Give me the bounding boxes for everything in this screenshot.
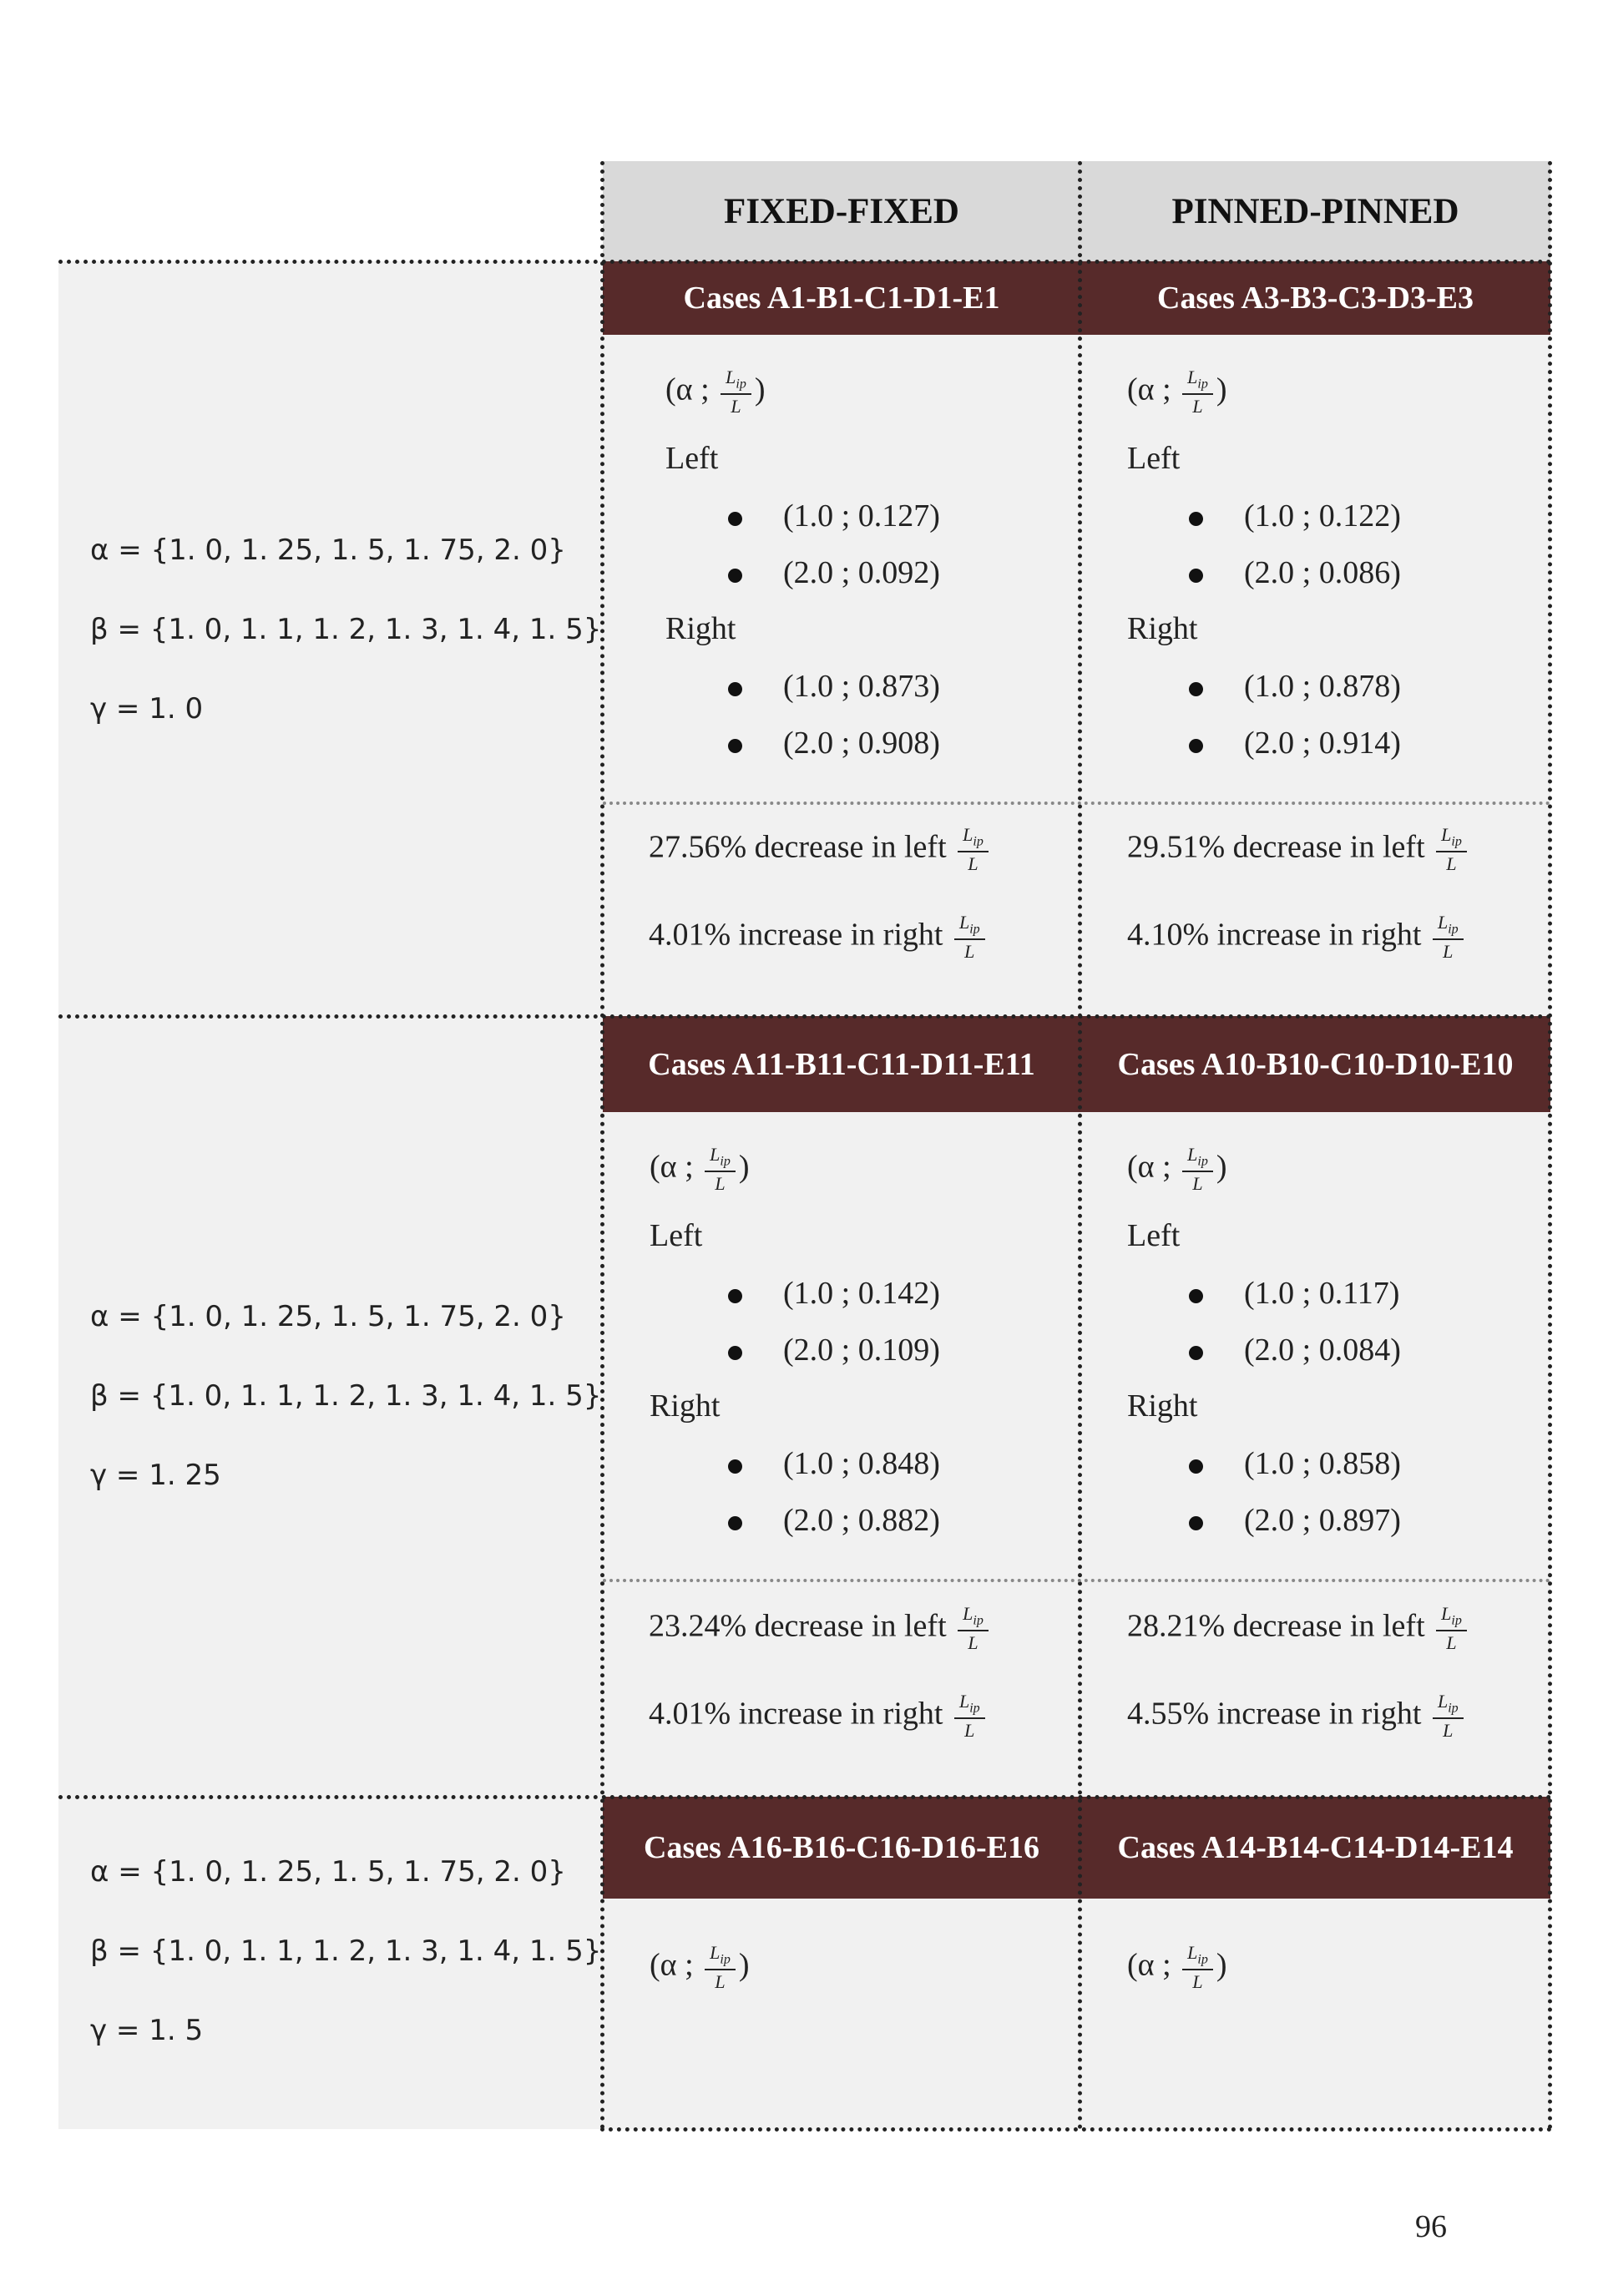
row2-pinned-cases-header: Cases A10-B10-C10-D10-E10: [1080, 1016, 1550, 1112]
row3-fixed-cases-header: Cases A16-B16-C16-D16-E16: [603, 1797, 1080, 1899]
bullet-icon: [728, 739, 742, 753]
row3-alpha: α = {1. 0, 1. 25, 1. 5, 1. 75, 2. 0}: [90, 1855, 566, 1889]
row3-pinned-values: [1080, 1899, 1550, 2129]
bullet-icon: [728, 512, 742, 526]
left-point: (2.0 ; 0.092): [783, 555, 940, 590]
bullet-icon: [1189, 1289, 1203, 1303]
lip-over-l-fraction: $\frac{L_{ip}}{L}$: [1436, 1605, 1467, 1652]
row2-gamma: γ = 1. 25: [90, 1459, 221, 1492]
left-point: (2.0 ; 0.086): [1244, 555, 1401, 590]
lip-over-l-fraction: $\frac{L_{ip}}{L}$: [721, 368, 751, 416]
header-pinned-pinned: PINNED-PINNED: [1080, 161, 1550, 261]
lip-over-l-fraction: $\frac{L_{ip}}{L}$: [958, 1605, 989, 1652]
row1-fixed-values: [603, 335, 1080, 802]
right-label: Right: [1127, 1388, 1198, 1424]
left-label: Left: [1127, 1218, 1181, 1253]
right-change: 4.01% increase in right $\frac{L_{ip}}{L}$: [649, 913, 989, 961]
lip-over-l-fraction: $\frac{L_{ip}}{L}$: [1182, 1145, 1213, 1193]
left-point: (2.0 ; 0.084): [1244, 1333, 1401, 1368]
alpha-ratio-pair: (α ; $\frac{L_{ip}}{L}$ ): [650, 1942, 750, 1993]
page-number: 96: [1415, 2209, 1447, 2244]
bullet-icon: [728, 1516, 742, 1530]
bullet-icon: [1189, 1459, 1203, 1474]
right-point: (2.0 ; 0.882): [783, 1503, 940, 1538]
row1-fixed-change: [603, 802, 1080, 1016]
lip-over-l-fraction: $\frac{L_{ip}}{L}$: [1436, 826, 1467, 873]
row-divider: [58, 1795, 1552, 1799]
alpha-ratio-pair: (α ; $\frac{L_{ip}}{L}$ ): [1127, 1942, 1227, 1993]
left-point: (1.0 ; 0.127): [783, 498, 940, 534]
row-divider: [58, 1014, 1552, 1019]
right-change: 4.01% increase in right $\frac{L_{ip}}{L}$: [649, 1692, 989, 1740]
alpha-ratio-pair: (α ; $\frac{L_{ip}}{L}$ ): [1127, 1144, 1227, 1195]
lip-over-l-fraction: $\frac{L_{ip}}{L}$: [705, 1944, 736, 1991]
right-change: 4.10% increase in right $\frac{L_{ip}}{L}$: [1127, 913, 1467, 961]
bullet-icon: [728, 682, 742, 696]
right-label: Right: [1127, 611, 1198, 646]
bullet-icon: [728, 1346, 742, 1360]
right-point: (1.0 ; 0.878): [1244, 669, 1401, 704]
row3-parameters: [58, 1797, 603, 2129]
lip-over-l-fraction: $\frac{L_{ip}}{L}$: [954, 913, 985, 961]
left-label: Left: [665, 441, 719, 476]
row3-pinned-cases-header: Cases A14-B14-C14-D14-E14: [1080, 1797, 1550, 1899]
right-point: (1.0 ; 0.848): [783, 1446, 940, 1481]
left-point: (1.0 ; 0.142): [783, 1276, 940, 1311]
lip-over-l-fraction: $\frac{L_{ip}}{L}$: [1182, 1944, 1213, 1991]
right-label: Right: [665, 611, 736, 646]
row1-parameters: [58, 261, 603, 1016]
left-change: 23.24% decrease in left $\frac{L_{ip}}{L}$: [649, 1605, 992, 1652]
bullet-icon: [1189, 682, 1203, 696]
left-point: (1.0 ; 0.117): [1244, 1276, 1400, 1311]
right-change: 4.55% increase in right $\frac{L_{ip}}{L}$: [1127, 1692, 1467, 1740]
row1-pinned-change: [1080, 802, 1550, 1016]
lip-over-l-fraction: $\frac{L_{ip}}{L}$: [1182, 368, 1213, 416]
left-change: 28.21% decrease in left $\frac{L_{ip}}{L}$: [1127, 1605, 1470, 1652]
left-point: (2.0 ; 0.109): [783, 1333, 940, 1368]
cell-divider: [603, 1579, 1550, 1582]
row2-beta: β = {1. 0, 1. 1, 1. 2, 1. 3, 1. 4, 1. 5}: [90, 1379, 602, 1413]
cell-divider: [603, 802, 1550, 805]
bullet-icon: [1189, 1346, 1203, 1360]
bullet-icon: [1189, 1516, 1203, 1530]
lip-over-l-fraction: $\frac{L_{ip}}{L}$: [1433, 1692, 1464, 1740]
row2-pinned-change: [1080, 1580, 1550, 1797]
lip-over-l-fraction: $\frac{L_{ip}}{L}$: [705, 1145, 736, 1193]
lip-over-l-fraction: $\frac{L_{ip}}{L}$: [954, 1692, 985, 1740]
row1-beta: β = {1. 0, 1. 1, 1. 2, 1. 3, 1. 4, 1. 5}: [90, 613, 602, 646]
bullet-icon: [1189, 739, 1203, 753]
right-point: (2.0 ; 0.908): [783, 726, 940, 761]
row1-pinned-cases-header: Cases A3-B3-C3-D3-E3: [1080, 261, 1550, 335]
alpha-ratio-pair: (α ; $\frac{L_{ip}}{L}$ ): [1127, 367, 1227, 417]
right-point: (1.0 ; 0.858): [1244, 1446, 1401, 1481]
lip-over-l-fraction: $\frac{L_{ip}}{L}$: [958, 826, 989, 873]
row1-fixed-cases-header: Cases A1-B1-C1-D1-E1: [603, 261, 1080, 335]
row3-beta: β = {1. 0, 1. 1, 1. 2, 1. 3, 1. 4, 1. 5}: [90, 1934, 602, 1968]
row2-fixed-cases-header: Cases A11-B11-C11-D11-E11: [603, 1016, 1080, 1112]
table-column-divider: [1078, 161, 1082, 2131]
row1-gamma: γ = 1. 0: [90, 692, 204, 726]
bullet-icon: [1189, 512, 1203, 526]
table-border-left: [600, 161, 604, 2131]
right-point: (2.0 ; 0.897): [1244, 1503, 1401, 1538]
left-point: (1.0 ; 0.122): [1244, 498, 1401, 534]
left-label: Left: [650, 1218, 703, 1253]
row1-alpha: α = {1. 0, 1. 25, 1. 5, 1. 75, 2. 0}: [90, 534, 566, 567]
row2-alpha: α = {1. 0, 1. 25, 1. 5, 1. 75, 2. 0}: [90, 1300, 566, 1333]
right-label: Right: [650, 1388, 721, 1424]
lip-over-l-fraction: $\frac{L_{ip}}{L}$: [1433, 913, 1464, 961]
row3-fixed-values: [603, 1899, 1080, 2129]
alpha-ratio-pair: (α ; $\frac{L_{ip}}{L}$ ): [665, 367, 766, 417]
table-border-bottom: [600, 2127, 1552, 2132]
table-border-right: [1548, 161, 1552, 2131]
header-fixed-fixed: FIXED-FIXED: [603, 161, 1080, 261]
bullet-icon: [1189, 569, 1203, 583]
bullet-icon: [728, 1459, 742, 1474]
left-label: Left: [1127, 441, 1181, 476]
right-point: (1.0 ; 0.873): [783, 669, 940, 704]
bullet-icon: [728, 569, 742, 583]
row2-fixed-change: [603, 1580, 1080, 1797]
left-change: 29.51% decrease in left $\frac{L_{ip}}{L}$: [1127, 826, 1470, 873]
row2-fixed-values: [603, 1112, 1080, 1580]
right-point: (2.0 ; 0.914): [1244, 726, 1401, 761]
bullet-icon: [728, 1289, 742, 1303]
alpha-ratio-pair: (α ; $\frac{L_{ip}}{L}$ ): [650, 1144, 750, 1195]
left-change: 27.56% decrease in left $\frac{L_{ip}}{L}$: [649, 826, 992, 873]
row1-pinned-values: [1080, 335, 1550, 802]
row3-gamma: γ = 1. 5: [90, 2014, 204, 2047]
row-divider: [58, 260, 1552, 264]
row2-parameters: [58, 1016, 603, 1797]
row2-pinned-values: [1080, 1112, 1550, 1580]
